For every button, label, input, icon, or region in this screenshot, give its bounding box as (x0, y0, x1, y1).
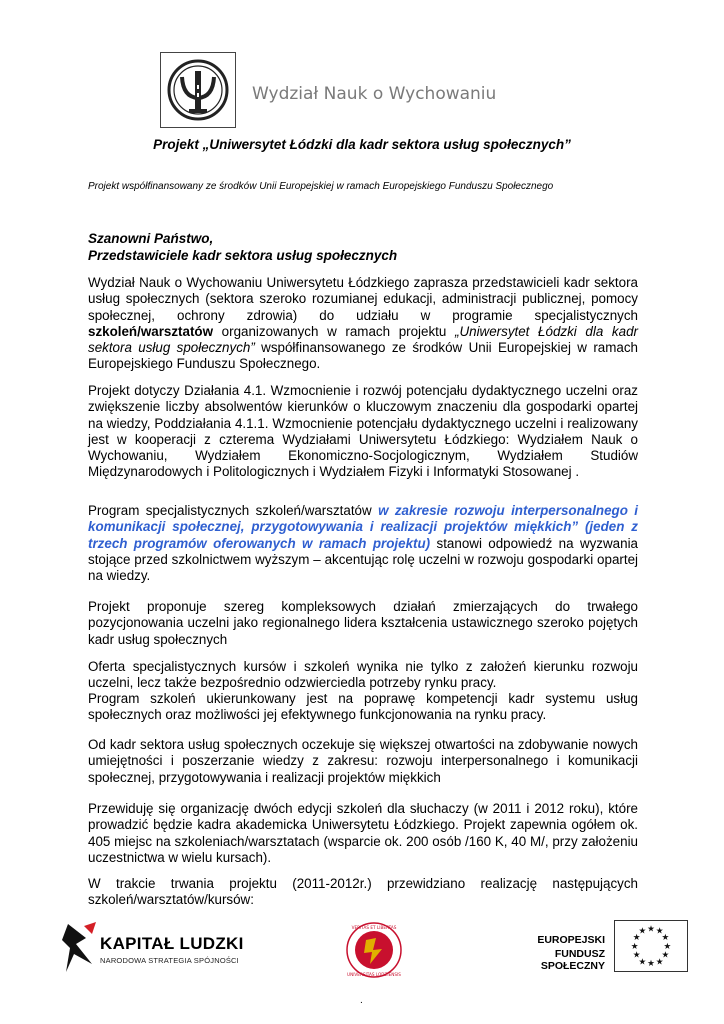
svg-text:★: ★ (630, 941, 639, 952)
salutation-line-1: Szanowni Państwo, (88, 231, 214, 246)
svg-text:★: ★ (655, 957, 664, 968)
p1-text-a: Wydział Nauk o Wychowaniu Uniwersytetu Łódzkiego zaprasza przedstawicieli kadr sektora usług społecznych (sektora szeroko rozumianej edukacji, administracji publicznej, pomocy społecznej, ochrony zdrowia) do udziału w programie specjalistycznych (88, 275, 638, 323)
kapital-ludzki-logo (62, 920, 102, 976)
svg-text:★: ★ (638, 926, 647, 937)
salutation-line-2: Przedstawiciele kadr sektora usług społecznych (88, 248, 398, 263)
paragraph-3 (88, 503, 638, 584)
paragraph-7: Od kadr sektora usług społecznych oczekuje się większej otwartości na zdobywanie nowych umiejętności i poszerzanie wiedzy z zakresu: rozwoju interpersonalnego i komunikacji społecznej, przygotowywania i realizacji projektów miękkich (88, 737, 638, 785)
faculty-logo (160, 52, 236, 128)
svg-text:★: ★ (638, 957, 647, 968)
salutation (88, 230, 397, 264)
svg-text:★: ★ (632, 950, 641, 961)
p3-text-b: stanowi odpowiedź na wyzwania stojące przed szkolnictwem wyższym – akcentując rolę uczelni w rozwoju gospodarki opartej na wiedzy. (88, 535, 638, 584)
cofinancing-note: Projekt współfinansowany ze środków Unii Europejskiej w ramach Europejskiego Funduszu Społecznego (88, 181, 554, 192)
efs-line-2: FUNDUSZ SPOŁECZNY (540, 948, 605, 972)
paragraph-5: Oferta specjalistycznych kursów i szkoleń wynika nie tylko z założeń kierunku rozwoju uczelni, lecz także bezpośrednio odzwierciedla potrzeby rynku pracy. (88, 659, 638, 691)
psi-emblem-icon (161, 53, 235, 127)
paragraph-4: Projekt proponuje szereg kompleksowych działań zmierzających do trwałego pozycjonowania uczelni jako regionalnego lidera kształcenia ustawicznego szeroko pojętych kadr usług społecznych (88, 599, 638, 647)
svg-text:UNIVERSITAS LODZIENSIS: UNIVERSITAS LODZIENSIS (347, 972, 401, 977)
svg-text:★: ★ (655, 926, 664, 937)
faculty-name: Wydział Nauk o Wychowaniu (252, 84, 497, 104)
kapital-ludzki-title: KAPITAŁ LUDZKI (100, 934, 244, 953)
svg-text:★: ★ (661, 933, 670, 944)
svg-text:★: ★ (661, 950, 670, 961)
project-title: Projekt „Uniwersytet Łódzki dla kadr sektora usług społecznych” (153, 137, 571, 152)
svg-text:★: ★ (663, 941, 672, 952)
p1-bold: szkoleń/warsztatów (88, 323, 214, 339)
p3-highlight: w zakresie rozwoju interpersonalnego i komunikacji społecznej, przygotowywania i realizacji projektów miękkich” (jeden z trzech programów oferowanych w ramach projektu) (88, 503, 639, 551)
p3-text-a: Program specjalistycznych szkoleń/warsztatów (88, 503, 379, 518)
paragraph-1 (88, 275, 638, 373)
paragraph-8: Przewiduję się organizację dwóch edycji szkoleń dla słuchaczy (w 2011 i 2012 roku), które prowadzić będzie kadra akademicka Uniwersytetu Łódzkiego. Projekt zapewnia ogółem ok. 405 miejsc na szkoleniach/warsztatach (wsparcie ok. 200 osób /160 K, 40 M/, przy założeniu uczestnictwa w wielu kursach). (88, 801, 638, 865)
university-seal-icon (344, 920, 404, 980)
page-mark: . (360, 995, 363, 1006)
paragraph-6: Program szkoleń ukierunkowany jest na poprawę kompetencji kadr systemu usług społecznych oraz możliwości jej efektywnego funkcjonowania na rynku pracy. (88, 691, 638, 723)
p1-text-b: organizowanych w ramach projektu (213, 323, 455, 339)
svg-text:★: ★ (647, 959, 655, 970)
svg-text:★: ★ (647, 924, 655, 935)
kapital-ludzki-subtitle: NARODOWA STRATEGIA SPÓJNOŚCI (100, 956, 239, 965)
paragraph-9: W trakcie trwania projektu (2011-2012r.) przewidziano realizację następujących szkoleń/warsztatów/kursów: (88, 876, 638, 908)
svg-text:★: ★ (632, 933, 641, 944)
efs-line-1: EUROPEJSKI (537, 934, 605, 946)
paragraph-2: Projekt dotyczy Działania 4.1. Wzmocnienie i rozwój potencjału dydaktycznego uczelni oraz zwiększenie liczby absolwentów kierunków o kluczowym znaczeniu dla gospodarki opartej na wiedzy, Poddziałania 4.1.1. Wzmocnienie potencjału dydaktycznego uczelni i realizowany jest w kooperacji z czterema Wydziałami Uniwersytetu Łódzkiego: Wydziałem Nauk o Wychowaniu, Wydziałem Ekonomiczno-Socjologicznym, Wydziałem Studiów Międzynarodowych i Politologicznych i Wydziałem Fizyki i Informatyki Stosowanej . (88, 383, 638, 480)
p1-italic: „Uniwersytet Łódzki dla kadr sektora usług społecznych” (88, 323, 638, 356)
svg-text:VERITAS ET LIBERTAS: VERITAS ET LIBERTAS (351, 925, 397, 930)
eu-flag-icon (614, 920, 688, 972)
p1-text-c: współfinansowanego ze środków Unii Europejskiej w ramach Europejskiego Funduszu Społecznego. (88, 340, 638, 372)
